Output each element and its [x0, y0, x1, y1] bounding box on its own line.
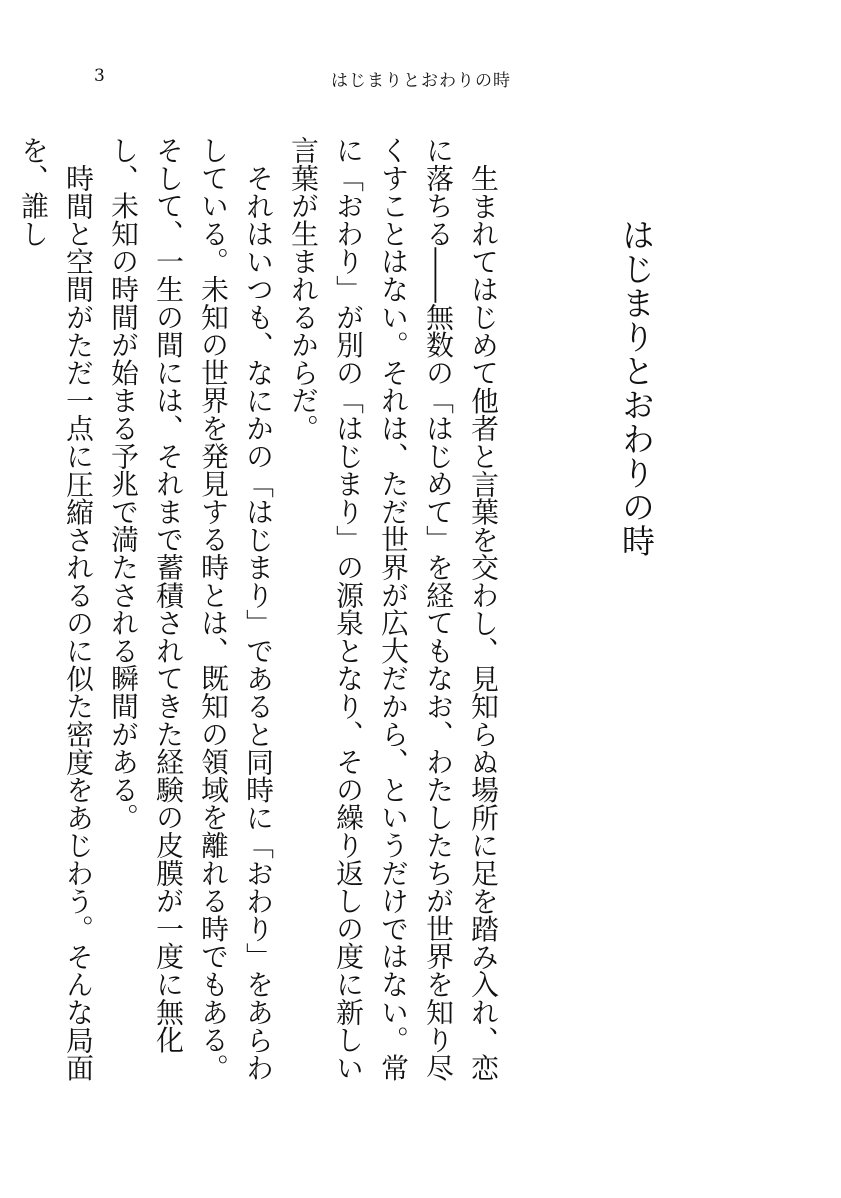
page-number: 3	[94, 66, 105, 86]
chapter-title: はじまりとおわりの時	[617, 218, 656, 558]
paragraph: 時間と空間がただ一点に圧縮されるのに似た密度をあじわう。そんな局面を、誰し	[16, 136, 94, 1082]
page-header	[0, 66, 841, 96]
running-head: はじまりとおわりの時	[331, 71, 511, 91]
paragraph: 生まれてはじめて他者と言葉を交わし、見知らぬ場所に足を踏み入れ、恋に落ちる――無数の「はじめて」を経てもなお、わたしたちが世界を知り尽くすことはない。それは、ただ世界が広大だから、というだけではない。常に「おわり」が別の「はじまり」の源泉となり、その繰り返しの度に新しい言葉が生まれるからだ。	[286, 136, 499, 1082]
paragraph: それはいつも、なにかの「はじまり」であると同時に「おわり」をあらわしている。未知の世界を発見する時とは、既知の領域を離れる時でもある。そして、一生の間には、それまで蓄積されてきた経験の皮膜が一度に無化し、未知の時間が始まる予兆で満たされる瞬間がある。	[106, 136, 274, 1082]
body-text	[16, 136, 505, 1096]
